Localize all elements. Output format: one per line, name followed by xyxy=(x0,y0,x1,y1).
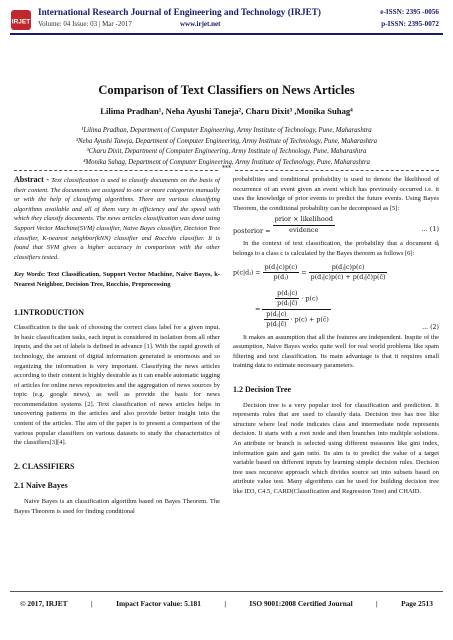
page-footer xyxy=(20,599,433,608)
irjet-logo-icon xyxy=(10,9,32,31)
bayes-paragraph-1: probabilities and conditional probability is used to denote the likelihood of occurrence of an event given an event which has previously occurred i.e. it uses the knowledge of prior events to predict the future events. Using Bayes Theorem, the conditional probability can be decomposed as [5]: xyxy=(233,176,439,212)
volume-issue-text: Volume: 04 Issue: 03 | Mar -2017 xyxy=(38,20,132,28)
footer-separator: | xyxy=(91,599,93,608)
paper-title: Comparison of Text Classifiers on News Articles xyxy=(98,83,355,97)
eq2-f3-num xyxy=(262,289,331,310)
eq1-numerator: prior × likelihood xyxy=(273,215,335,226)
footer-iso: ISO 9001:2008 Certified Journal xyxy=(249,599,353,608)
eq1-denominator: evidence xyxy=(289,225,319,234)
footer-page-number: Page 2513 xyxy=(401,599,433,608)
eq2-number: ... (2) xyxy=(422,323,439,331)
separator-stars: *** xyxy=(222,165,231,172)
keywords-text: : Text Classification, Support Vector Machine, Naive Bayes, k-Nearest Neighbor, Decision Tree, Rocchio, Preprocessing xyxy=(14,271,220,288)
eq2-equals-2: = xyxy=(255,305,261,313)
eq2-f3-top-mult: · p(c) xyxy=(301,295,318,303)
eq2-f1-den: p(dⱼ) xyxy=(273,274,289,282)
eq2-f3-top-den: p(dⱼ|c̄) xyxy=(277,300,298,308)
eq2-fraction-3 xyxy=(262,289,331,330)
abstract-text: Text classification is used to classify documents on the basis of their content. The documents are assigned to one or more categories manually or with the help of classifying algorithms. There are various classifying algorithms available and all of them vary in efficiency and the speed with which they classify documents. The news articles classification was done using Support Vector Machine(SVM) classifier, Naive Bayes classifier, Decision Tree classifier, K-nearest neighbor(kNN) classifier and Rocchio classifier. It is found that SVM gives a higher accuracy in comparison with the other classifiers tested. xyxy=(14,177,220,261)
affiliation-2: ²Neha Ayushi Taneja, Department of Computer Engineering, Army Institute of Technology, Pune, Maharashtra xyxy=(75,137,378,145)
footer-separator: | xyxy=(376,599,378,608)
journal-name: International Research Journal of Engineering and Technology (IRJET) xyxy=(38,7,321,17)
footer-impact-factor: Impact Factor value: 5.181 xyxy=(116,599,201,608)
right-column xyxy=(233,175,439,496)
eq2-f2-num: p(dⱼ|c)p(c) xyxy=(309,263,388,274)
equation-2 xyxy=(233,263,439,333)
abstract-label: Abstract - xyxy=(14,175,50,184)
eq2-f3-den xyxy=(262,310,331,330)
abstract xyxy=(14,175,220,262)
introduction-heading: 1.INTRODUCTION xyxy=(14,307,85,317)
eissn: e-ISSN: 2395 -0056 xyxy=(380,8,439,16)
eq2-f3-bot-num: p(dⱼ|c) xyxy=(264,310,288,321)
keywords-label: Key Words xyxy=(14,271,44,279)
affiliation-3: ³Charu Dixit, Department of Computer Engineering, Army Institute of Technology, Pune, Maharashtra xyxy=(86,148,367,155)
bayes-paragraph-3: It makes an assumption that all the features are independent. Inspite of the assumption, Naive Bayes works quite well for real world problems like spam filtering and text classification. Its main advantage is that it requires small training data to estimate necessary parameters. xyxy=(233,333,439,370)
eq2-f2-den: p(dⱼ|c)p(c) + p(dⱼ|c̄)p(c̄) xyxy=(310,274,386,282)
eq1-lhs: posterior = xyxy=(233,227,271,236)
classifiers-heading: 2. CLASSIFIERS xyxy=(14,461,75,471)
decision-tree-text: Decision tree is a very popular tool for classification and prediction. It represents rules that are used to classify data. Decision tree has tree like structure where leaf node indicates class and intermediate node represents decision. It starts with a root node and then branches into multiple solutions. An attribute or branch is selected using different measures like gini index, information gain and gain ratio. Its aim is to predict the value of a target variable based on different inputs by learning simple decision rules. Decision tree uses recursive approach which divides source set into subsets based on attribute value test. Many algorithms can be used for building decision tree like ID3, C4.5, CARD(Classification and Regression Tree) and CHAID. xyxy=(233,401,439,495)
eq2-fraction-2 xyxy=(309,263,388,283)
eq2-fraction-1 xyxy=(263,263,300,283)
naive-bayes-text: Naive Bayes is an classification algorithm based on Bayes Theorem. The Bayes Theorem is used for finding conditional xyxy=(14,498,220,515)
decision-tree-heading: 1.2 Decision Tree xyxy=(233,384,291,394)
journal-website-link[interactable]: www.irjet.net xyxy=(180,20,221,28)
eq2-f3-top-num: p(dⱼ|c) xyxy=(275,289,299,300)
eq2-lhs: p(c|dⱼ) = xyxy=(233,269,261,277)
left-column xyxy=(14,175,220,516)
bayes-paragraph-2: In the context of text classification, the probability that a document dⱼ belongs to a class c is calculated by the Bayes theorem as follows [6]: xyxy=(233,240,439,257)
affiliations xyxy=(0,126,453,168)
eq2-f3-bot-tail: · p(c) + p(c̄) xyxy=(290,316,329,324)
eq1-fraction xyxy=(273,215,335,235)
footer-rule xyxy=(10,591,443,592)
affiliation-1: ¹Lilima Pradhan, Department of Computer Engineering, Army Institute of Technology, Pune, Maharashtra xyxy=(81,127,372,134)
keywords xyxy=(14,270,220,289)
author-list: Lilima Pradhan¹, Neha Ayushi Taneja², Charu Dixit³ ,Monika Suhag⁴ xyxy=(100,106,353,116)
footer-copyright: © 2017, IRJET xyxy=(20,599,68,608)
volume-issue xyxy=(38,20,221,28)
eq2-f3-bot-den: p(dⱼ|c̄) xyxy=(266,321,287,329)
svg-text:IRJET: IRJET xyxy=(11,18,31,26)
footer-separator: | xyxy=(224,599,226,608)
pissn: p-ISSN: 2395-0072 xyxy=(381,20,439,28)
naive-bayes-heading: 2.1 Naive Bayes xyxy=(14,481,68,491)
affiliation-4: ⁴Monika Suhag, Department of Computer Engineering, Army Institute of Technology, Pune, Maharashtra xyxy=(83,158,370,166)
eq2-f1-num: p(dⱼ|c)p(c) xyxy=(263,263,300,274)
introduction-text: Classification is the task of choosing the correct class label for a given input. In basic classification tasks, each input is considered in isolation from all other inputs, and the set of labels is defined in advance [1]. With the rapid growth of technology, the amount of digital information generated is enormous and so organizing the information is very important. Classifying the news articles according to their content is highly desirable as it can enable automatic tagging of articles for online news repositories and the aggregation of news sources by topic (e.g. google news), as well as provide the basis for news recommendation systems [2]. Text classification of news articles helps in uncovering patterns in the articles and also provide better insight into the content of the articles. The aim of the paper is to present a comparison of the various popular classifiers on various datasets to study the characteristics of the classifiers[3][4]. xyxy=(14,324,220,447)
eq2-equals-1: = xyxy=(301,269,307,277)
eq1-number: ... (1) xyxy=(421,225,439,234)
equation-1 xyxy=(233,215,439,239)
header-rule xyxy=(10,33,443,35)
